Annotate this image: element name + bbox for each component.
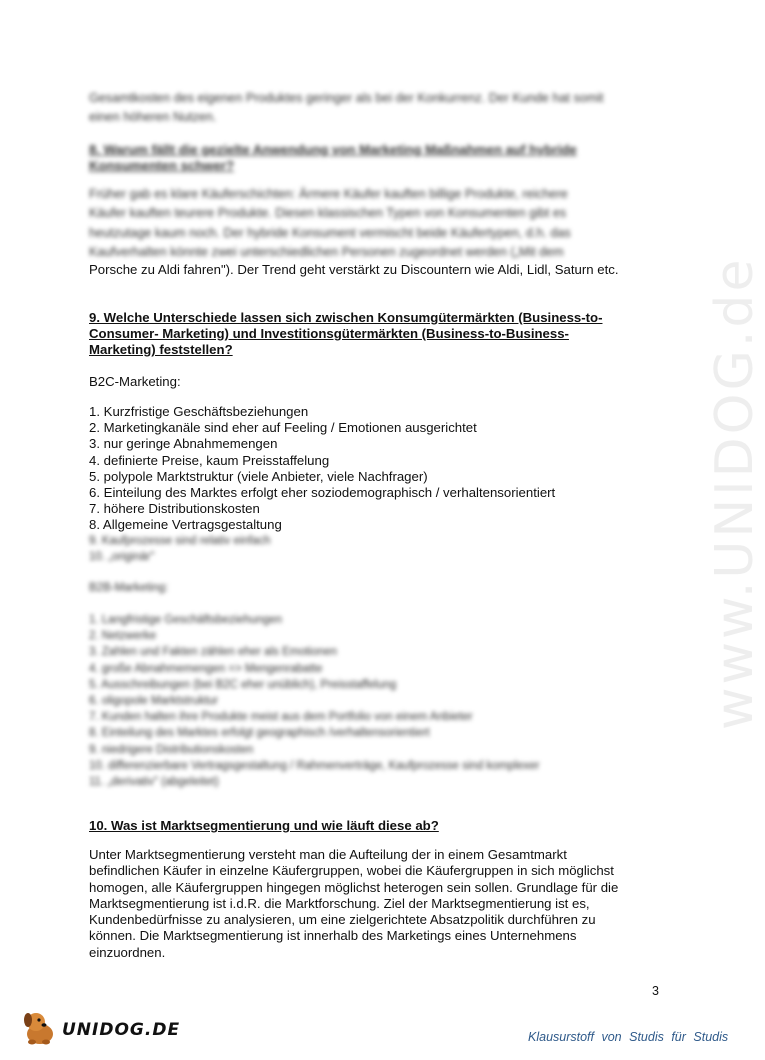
list-item: 4. große Abnahmemengen => Mengenrabatte [89, 662, 323, 675]
q10-heading: 10. Was ist Marktsegmentierung und wie läuft diese ab? [89, 818, 439, 833]
intro-line: Gesamtkosten des eigenen Produktes geringer als bei der Konkurrenz. Der Kunde hat somit [89, 91, 604, 105]
q10-body [89, 847, 659, 961]
list-item: 5. polypole Marktstruktur (viele Anbieter, viele Nachfrager) [89, 468, 428, 484]
q8-body-line: heutzutage kaum noch. Der hybride Konsument vermischt beide Käufertypen, d.h. das [89, 225, 571, 240]
q9-heading [89, 310, 659, 358]
b2b-list [89, 612, 689, 790]
q10-body-line: befindlichen Käufer in einzelne Käufergruppen, wobei die Käufergruppen in sich möglichst [89, 863, 614, 879]
q10-body-line: Marktsegmentierung ist i.d.R. die Marktforschung. Ziel der Marktsegmentierung ist es, [89, 895, 590, 911]
list-item: 6. oligopole Marktstruktur [89, 695, 219, 708]
q10-body-line: Kundenbedürfnisse zu analysieren, um eine zielgerichtete Absatzpolitik durchführen zu [89, 912, 596, 928]
dog-icon [18, 1008, 62, 1048]
list-item: 9. niedrigere Distributionskosten [89, 743, 254, 756]
q8-heading-line: Konsumenten schwer? [89, 158, 235, 173]
q9-heading-line: Marketing) feststellen? [89, 342, 233, 357]
intro-paragraph [89, 89, 659, 128]
footer-tagline: Klausurstoff von Studis für Studis [528, 1030, 729, 1044]
q8-body-line: Früher gab es klare Käuferschichten: Ärmere Käufer kauften billige Produkte, reichere [89, 187, 568, 201]
q10-body-line: Unter Marktsegmentierung versteht man die Aufteilung der in einem Gesamtmarkt [89, 847, 567, 862]
q10-body-line: homogen, alle Käufergruppen hingegen möglichst heterogen sein sollen. Grundlage für die [89, 879, 619, 895]
watermark: www.UNIDOG.de [705, 256, 765, 730]
list-item: 9. Kaufprozesse sind relativ einfach [89, 535, 271, 547]
b2c-blurred-list [89, 533, 689, 565]
list-item: 3. Zahlen und Fakten zählen eher als Emotionen [89, 646, 338, 659]
list-item: 10. differenzierbare Vertragsgestaltung / Rahmenverträge, Kaufprozesse sind komplexer [89, 759, 540, 772]
q10-body-line: einzuordnen. [89, 944, 166, 960]
list-item: 7. höhere Distributionskosten [89, 501, 260, 517]
q10-body-line: können. Die Marktsegmentierung ist innerhalb des Marketings eines Unternehmens [89, 928, 577, 944]
q8-heading [89, 142, 659, 174]
list-item: 1. Langfristige Geschäftsbeziehungen [89, 614, 283, 626]
list-item: 2. Netzwerke [89, 630, 157, 643]
q8-body-line: Kaufverhalten könnte zwei unterschiedlichen Personen zugeordnet werden („Mit dem [89, 245, 564, 260]
q9-heading-line: Consumer- Marketing) und Investitionsgütermärkten (Business-to-Business- [89, 326, 569, 341]
list-item: 5. Ausschreibungen (bei B2C eher unüblich), Preisstaffelung [89, 678, 397, 691]
b2c-list [89, 404, 689, 534]
unidog-logo [18, 1008, 181, 1048]
intro-line: einen höheren Nutzen. [89, 110, 217, 125]
list-item: 2. Marketingkanäle sind eher auf Feeling / Emotionen ausgerichtet [89, 420, 477, 436]
q9-heading-line: 9. Welche Unterschiede lassen sich zwischen Konsumgütermärkten (Business-to- [89, 310, 603, 325]
list-item: 6. Einteilung des Marktes erfolgt eher soziodemographisch / verhaltensorientiert [89, 485, 556, 501]
list-item: 1. Kurzfristige Geschäftsbeziehungen [89, 404, 309, 419]
b2c-label: B2C-Marketing: [89, 374, 181, 389]
list-item: 11. „derivativ" (abgeleitet) [89, 776, 219, 789]
q8-heading-line: 8. Warum fällt die gezielte Anwendung von Marketing Maßnahmen auf hybride [89, 142, 577, 157]
list-item: 10. „originär" [89, 551, 155, 564]
list-item: 8. Allgemeine Vertragsgestaltung [89, 517, 282, 533]
logo-text: UNIDOG.DE [62, 1020, 181, 1040]
list-item: 4. definierte Preise, kaum Preisstaffelung [89, 452, 330, 468]
list-item: 8. Einteilung des Marktes erfolgt geographisch /verhaltensorientiert [89, 727, 430, 740]
b2b-label: B2B-Marketing: [89, 582, 169, 594]
list-item: 3. nur geringe Abnahmemengen [89, 436, 278, 452]
page-number: 3 [652, 984, 659, 998]
q8-blurred-body [89, 185, 659, 263]
list-item: 7. Kunden halten ihre Produkte meist aus dem Portfolio von einem Anbieter [89, 711, 473, 724]
q8-body-line: Käufer kauften teurere Produkte. Diesen klassischen Typen von Konsumenten gibt es [89, 206, 567, 221]
q8-visible-line: Porsche zu Aldi fahren"). Der Trend geht verstärkt zu Discountern wie Aldi, Lidl, Saturn etc. [89, 262, 619, 277]
